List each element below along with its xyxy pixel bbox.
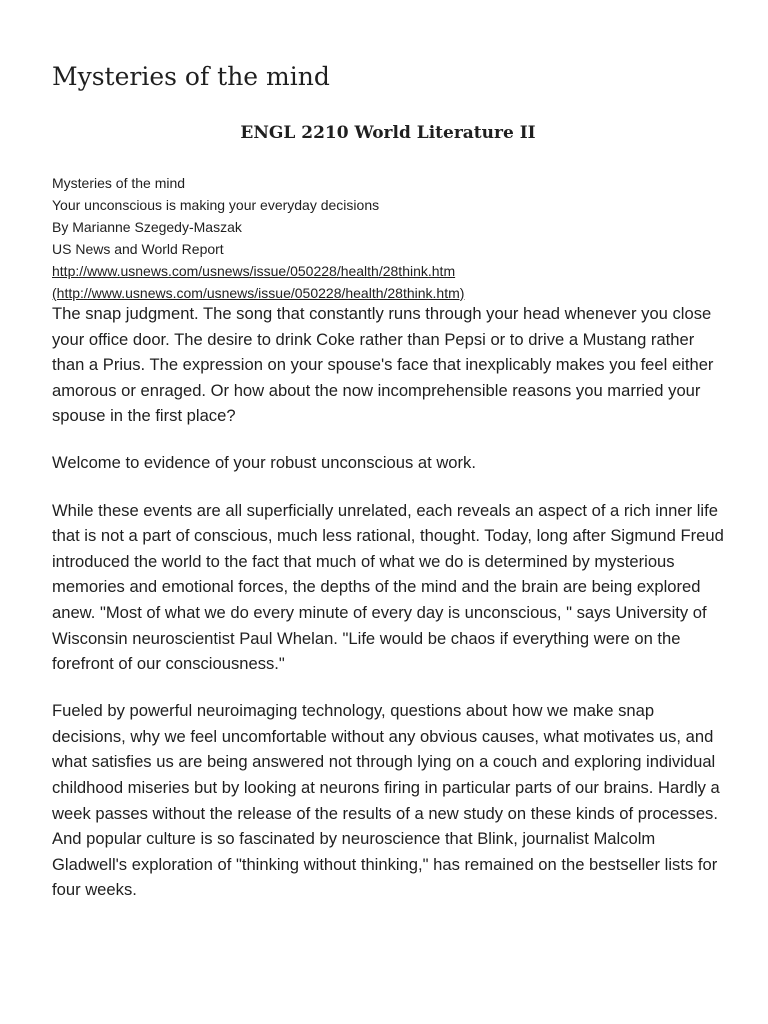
- source-link-parenthetical[interactable]: (http://www.usnews.com/usnews/issue/050228/health/28think.htm): [52, 284, 465, 301]
- paragraph: While these events are all superficially unrelated, each reveals an aspect of a rich inner life that is not a part of conscious, much less rational, thought. Today, long after Sigmund Freud introduced the world to the fact that much of what we do is determined by mysterious memories and emotional forces, the depths of the mind and the brain are being explored anew. "Most of what we do every minute of every day is unconscious, " says University of Wisconsin neuroscientist Paul Whelan. "Life would be chaos if everything were on the forefront of our consciousness.": [52, 500, 724, 674]
- page-title: Mysteries of the mind: [52, 62, 330, 91]
- article-subtitle: Your unconscious is making your everyday decisions: [52, 196, 380, 213]
- article-body: [52, 301, 724, 924]
- article-author: By Marianne Szegedy-Maszak: [52, 218, 242, 235]
- article-meta: [52, 173, 464, 304]
- course-title: ENGL 2210 World Literature II: [240, 123, 536, 143]
- paragraph: Fueled by powerful neuroimaging technology, questions about how we make snap decisions, why we feel uncomfortable without any obvious causes, what motivates us, and what satisfies us are being answered not through lying on a couch and exploring individual childhood miseries but by looking at neurons firing in particular parts of our brains. Hardly a week passes without the release of the results of a new study on these kinds of processes. And popular culture is so fascinated by neuroscience that Blink, journalist Malcolm Gladwell's exploration of "thinking without thinking," has remained on the bestseller lists for four weeks.: [52, 701, 720, 900]
- article-title: Mysteries of the mind: [52, 175, 186, 191]
- article-source: US News and World Report: [52, 240, 224, 257]
- paragraph: Welcome to evidence of your robust unconscious at work.: [52, 453, 476, 473]
- source-link[interactable]: http://www.usnews.com/usnews/issue/050228/health/28think.htm: [52, 262, 456, 279]
- paragraph: The snap judgment. The song that constantly runs through your head whenever you close your office door. The desire to drink Coke rather than Pepsi or to drive a Mustang rather than a Prius. The expression on your spouse's face that inexplicably makes you feel either amorous or enraged. Or how about the now incomprehensible reasons you married your spouse in the first place?: [52, 304, 714, 426]
